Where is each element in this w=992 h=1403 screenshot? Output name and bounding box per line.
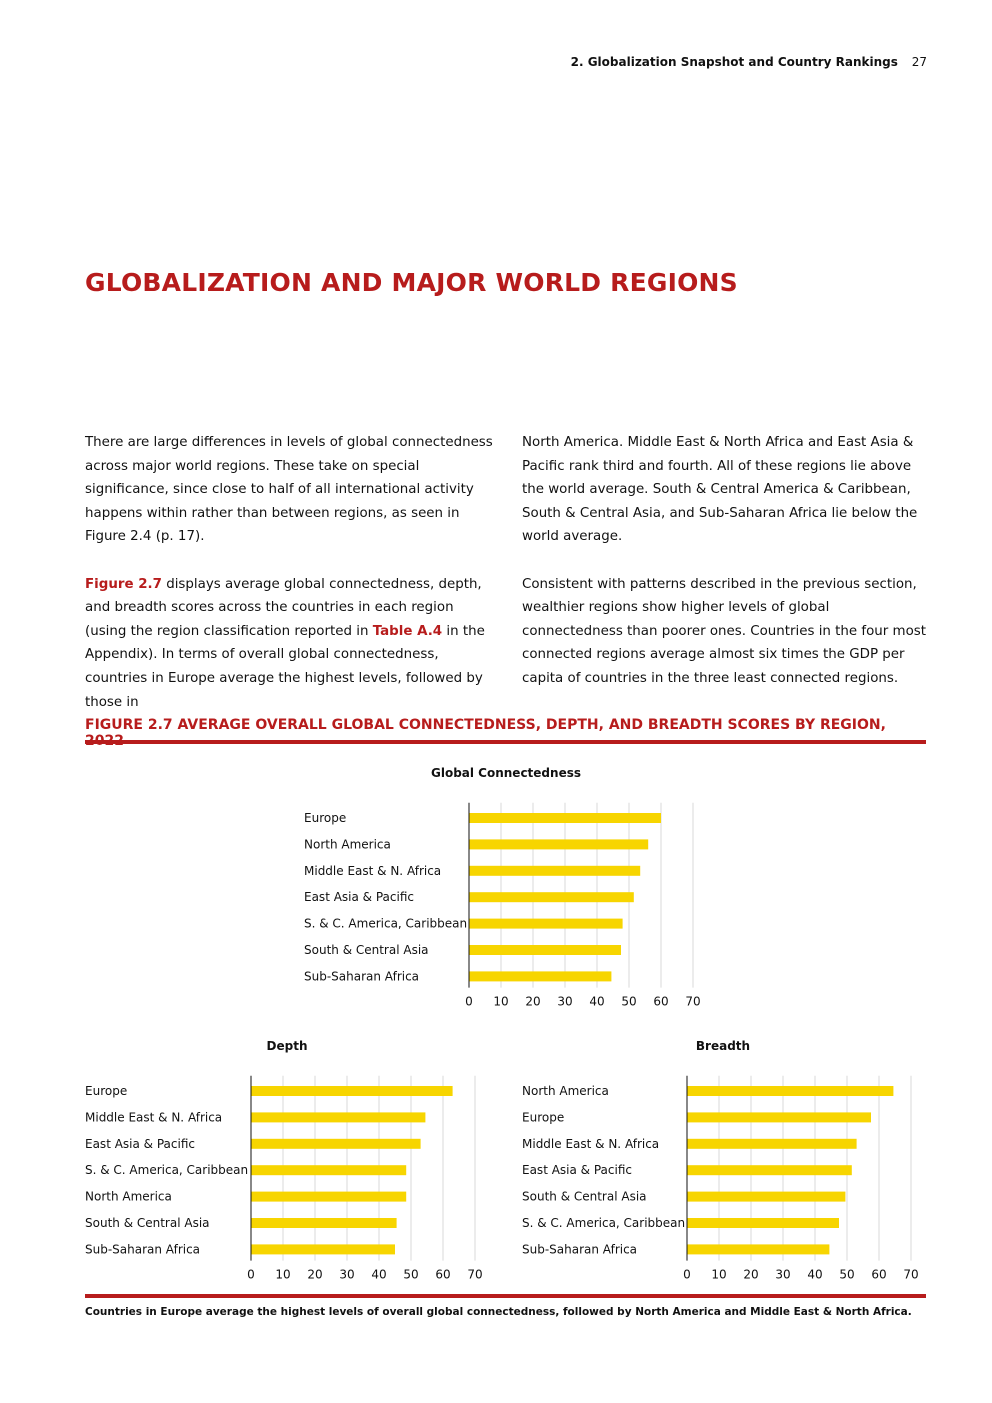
category-label: S. & C. America, Caribbean — [304, 916, 468, 931]
depth-chart — [85, 1034, 505, 1289]
chart-title: Depth — [266, 1039, 308, 1053]
figure-reference-link[interactable]: Figure 2.7 — [85, 576, 162, 592]
x-tick-label: 60 — [435, 1267, 451, 1282]
body-text: in the Appendix). In terms of overall global connectedness, countries in Europe average the highest levels, followed by those in — [85, 623, 485, 710]
table-reference-link[interactable]: Table A.4 — [372, 623, 443, 639]
category-label: Middle East & N. Africa — [304, 863, 442, 878]
figure-caption: Countries in Europe average the highest levels of overall global connectedness, followed by North America and Middle East & North Africa. — [85, 1306, 912, 1318]
category-label: East Asia & Pacific — [522, 1163, 632, 1178]
bar — [469, 892, 634, 902]
x-tick-label: 20 — [307, 1267, 323, 1282]
bar — [251, 1139, 421, 1149]
chart-title: Breadth — [695, 1039, 751, 1053]
x-tick-label: 50 — [839, 1267, 855, 1282]
category-label: North America — [304, 837, 391, 852]
x-tick-label: 40 — [807, 1267, 823, 1282]
category-label: Europe — [85, 1084, 128, 1098]
x-tick-label: 70 — [685, 994, 701, 1009]
breadth-chart — [518, 1034, 938, 1289]
running-header — [571, 55, 927, 69]
bar — [469, 971, 611, 981]
bar — [251, 1112, 425, 1122]
figure-bottom-rule — [85, 1294, 926, 1298]
bar — [687, 1244, 829, 1254]
category-label: South & Central Asia — [85, 1216, 210, 1230]
bar — [251, 1244, 395, 1254]
body-column-right — [522, 431, 932, 714]
x-tick-label: 50 — [621, 994, 637, 1009]
category-label: Europe — [522, 1110, 565, 1125]
body-paragraph: There are large differences in levels of global connectedness across major world regions. These take on special significance, since close to half of all international activity happens within rather than between regions, as seen in Figure 2.4 (p. 17). — [85, 435, 493, 545]
figure-title: FIGURE 2.7 AVERAGE OVERALL GLOBAL CONNECTEDNESS, DEPTH, AND BREADTH SCORES BY REGION, — [85, 717, 886, 733]
x-tick-label: 70 — [903, 1267, 919, 1282]
global-connectedness-chart — [300, 760, 720, 1015]
x-tick-label: 30 — [339, 1267, 355, 1282]
bar — [469, 839, 648, 849]
x-tick-label: 10 — [493, 994, 509, 1009]
category-label: Middle East & N. Africa — [522, 1136, 660, 1151]
figure-top-rule — [85, 740, 926, 744]
body-paragraph: Consistent with patterns described in the previous section, wealthier regions show higher levels of global connectedness than poorer ones. Countries in the four most connected regions average almost six times the GDP per capita of countries in the three least connected regions. — [522, 576, 927, 686]
x-tick-label: 50 — [403, 1267, 419, 1282]
bar — [687, 1139, 857, 1149]
chart-title: Global Connectedness — [430, 766, 582, 780]
body-column-left — [85, 431, 495, 738]
category-label: Sub-Saharan Africa — [522, 1242, 638, 1257]
running-header-title: 2. Globalization Snapshot and Country Rankings — [570, 55, 898, 69]
bar — [469, 919, 623, 929]
category-label: Sub-Saharan Africa — [304, 969, 420, 984]
category-label: South & Central Asia — [304, 943, 429, 957]
x-tick-label: 0 — [683, 1267, 691, 1282]
page-number: 27 — [911, 55, 927, 69]
x-tick-label: 0 — [465, 994, 473, 1009]
category-label: Sub-Saharan Africa — [85, 1242, 201, 1257]
x-tick-label: 40 — [589, 994, 605, 1009]
category-label: North America — [85, 1189, 172, 1204]
bar — [251, 1165, 406, 1175]
bar — [251, 1192, 406, 1202]
x-tick-label: 40 — [371, 1267, 387, 1282]
category-label: Europe — [304, 811, 347, 825]
category-label: S. & C. America, Caribbean — [522, 1216, 686, 1230]
bar — [469, 945, 621, 955]
section-title: GLOBALIZATION AND MAJOR WORLD REGIONS — [85, 268, 738, 297]
x-tick-label: 10 — [275, 1267, 291, 1282]
x-tick-label: 10 — [711, 1267, 727, 1282]
x-tick-label: 30 — [557, 994, 573, 1009]
bar — [687, 1112, 871, 1122]
category-label: Middle East & N. Africa — [85, 1110, 223, 1125]
category-label: East Asia & Pacific — [85, 1136, 195, 1151]
category-label: South & Central Asia — [522, 1189, 647, 1204]
x-tick-label: 20 — [525, 994, 541, 1009]
bar — [687, 1086, 893, 1096]
category-label: North America — [522, 1084, 609, 1098]
bar — [687, 1218, 839, 1228]
x-tick-label: 0 — [247, 1267, 255, 1282]
body-text: displays average global connectedness, depth, and breadth scores across the countries in each region (using the region classification reported in — [85, 576, 482, 639]
category-label: East Asia & Pacific — [304, 890, 414, 905]
x-tick-label: 70 — [467, 1267, 483, 1282]
bar — [469, 813, 661, 823]
bar — [687, 1192, 845, 1202]
bar — [251, 1218, 397, 1228]
x-tick-label: 20 — [743, 1267, 759, 1282]
bar — [251, 1086, 453, 1096]
bar — [687, 1165, 852, 1175]
x-tick-label: 60 — [653, 994, 669, 1009]
x-tick-label: 30 — [775, 1267, 791, 1282]
x-tick-label: 60 — [871, 1267, 887, 1282]
bar — [469, 866, 640, 876]
body-paragraph — [85, 573, 495, 715]
category-label: S. & C. America, Caribbean — [85, 1163, 249, 1178]
body-paragraph: North America. Middle East & North Africa and East Asia & Pacific rank third and fourth. All of these regions lie above the world average. South & Central America & Caribbean, South & Central Asia, and Sub-Saharan Africa lie below the world average. — [522, 435, 918, 545]
